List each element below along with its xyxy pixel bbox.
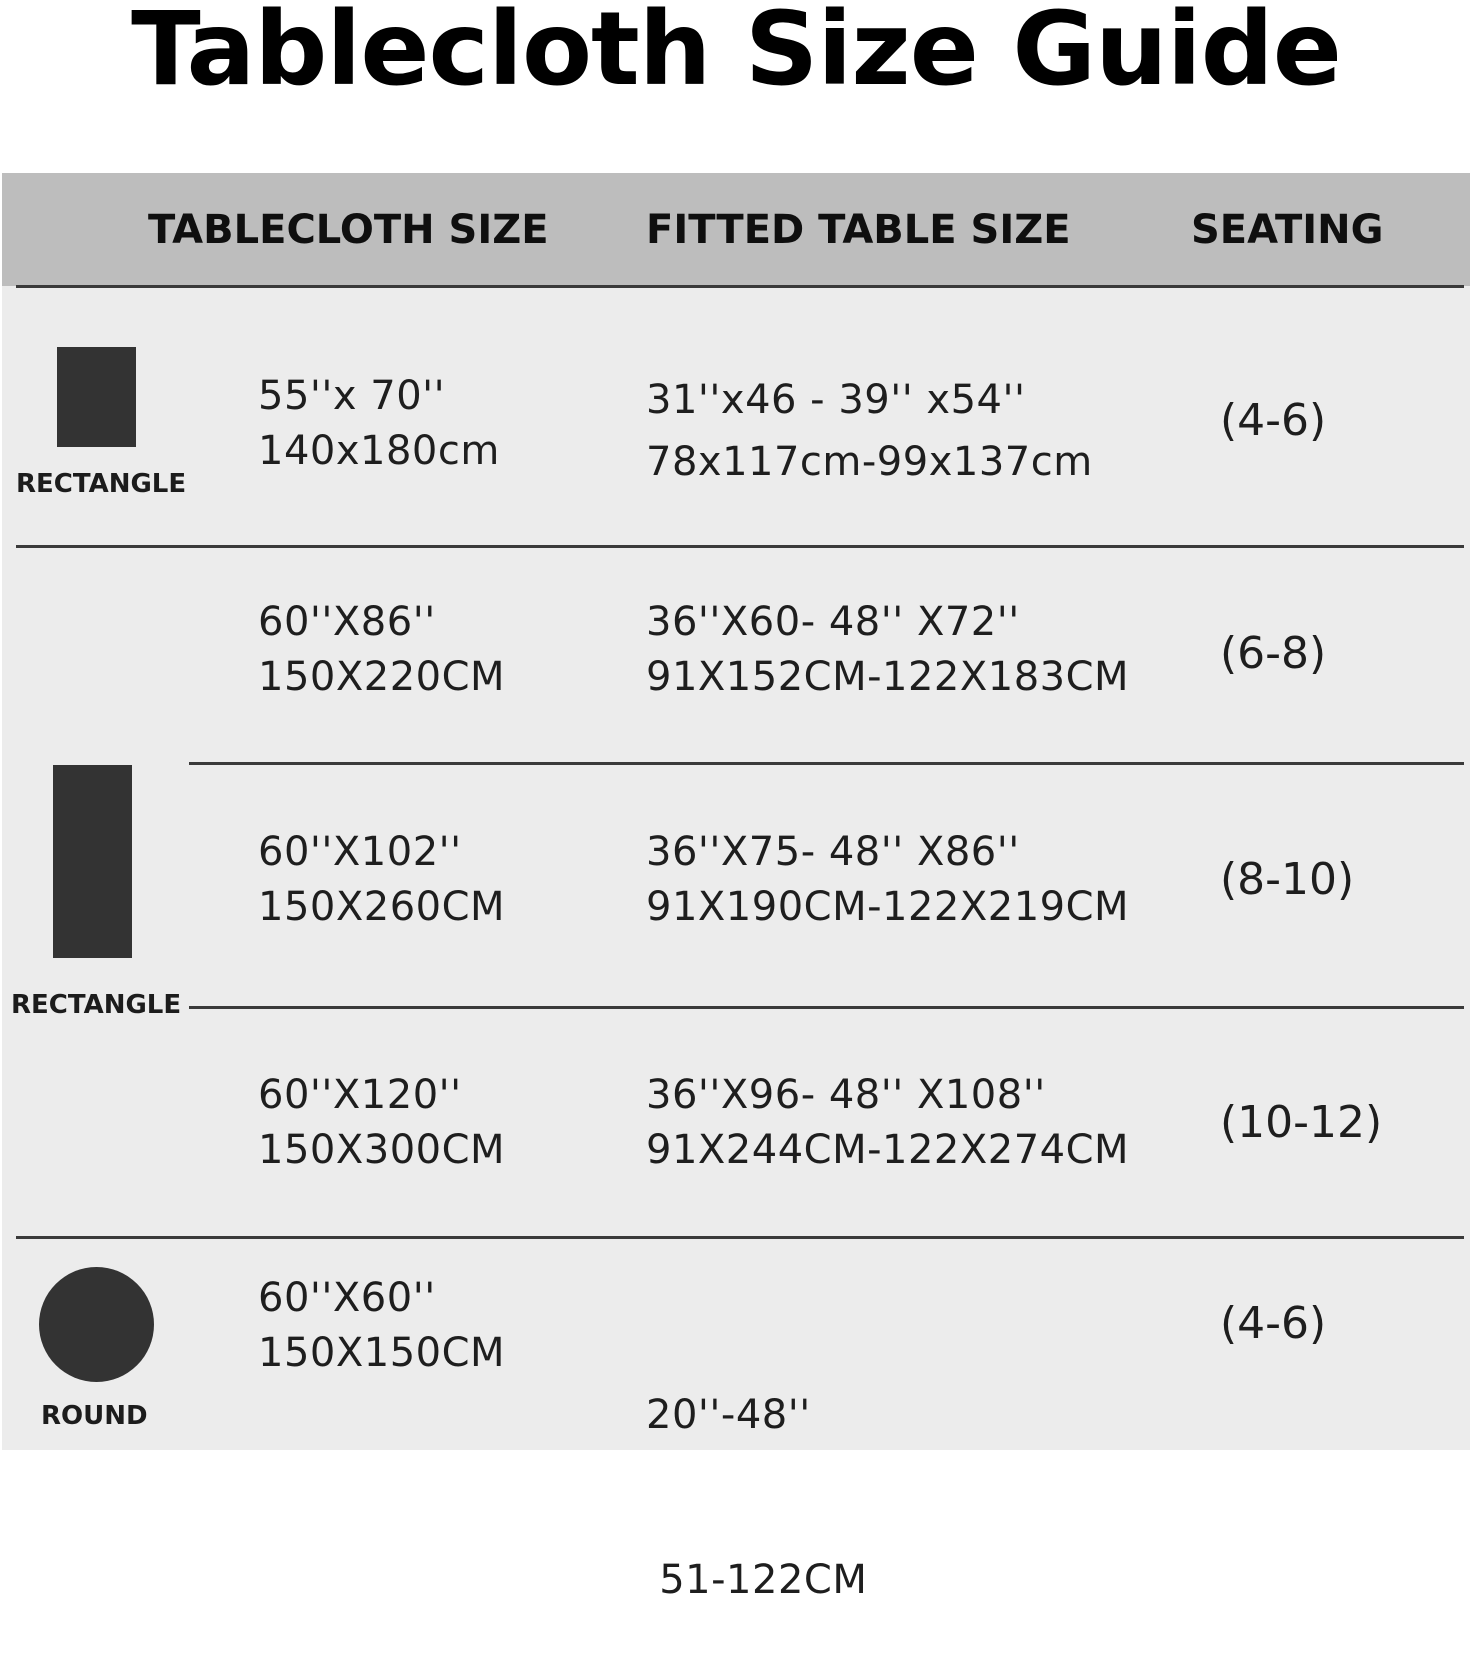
size-cm: 150X150CM	[258, 1330, 506, 1376]
size-inches: 60''X120''	[258, 1072, 462, 1118]
row-divider	[189, 1006, 1464, 1009]
fit-cm: 91X244CM-122X274CM	[646, 1127, 1130, 1173]
size-inches: 55''x 70''	[258, 373, 446, 419]
seating-cell: (6-8)	[1220, 628, 1327, 679]
tablecloth-size-cell	[258, 369, 500, 479]
fitted-size-cell	[646, 369, 1093, 493]
tablecloth-size-cell	[258, 595, 505, 705]
fitted-size-cell	[646, 595, 1129, 705]
row-divider	[16, 545, 1464, 548]
round-icon	[39, 1267, 154, 1382]
size-cm: 150X260CM	[258, 884, 506, 930]
size-inches: 60''X86''	[258, 599, 436, 645]
fit-inches: 36''X96- 48'' X108''	[646, 1072, 1046, 1118]
size-cm: 140x180cm	[258, 428, 500, 474]
fit-inches: 36''X60- 48'' X72''	[646, 599, 1020, 645]
seating-cell: (4-6)	[1220, 395, 1327, 446]
fitted-size-cell	[646, 825, 1129, 935]
column-header-tablecloth-size: TABLECLOTH SIZE	[148, 207, 549, 253]
fit-cm: 91X152CM-122X183CM	[646, 654, 1130, 700]
size-cm: 150X220CM	[258, 654, 506, 700]
fitted-size-cell	[646, 1068, 1129, 1178]
fit-cm: 78x117cm-99x137cm	[646, 439, 1093, 485]
fit-inches: 20''-48''	[646, 1392, 811, 1438]
seating-cell: (4-6)	[1220, 1298, 1327, 1349]
fit-inches: 31''x46 - 39'' x54''	[646, 377, 1026, 423]
header-divider	[16, 285, 1464, 288]
rectangle-icon	[57, 347, 136, 447]
fitted-size-cell	[646, 1278, 867, 1663]
tablecloth-size-cell	[258, 1068, 505, 1178]
size-inches: 60''X102''	[258, 829, 462, 875]
fit-inches: 36''X75- 48'' X86''	[646, 829, 1020, 875]
page-title: Tablecloth Size Guide	[131, 0, 1341, 109]
seating-cell: (8-10)	[1220, 854, 1355, 905]
column-header-seating: SEATING	[1191, 207, 1384, 253]
size-inches: 60''X60''	[258, 1275, 436, 1321]
seating-cell: (10-12)	[1220, 1097, 1383, 1148]
fit-cm: 91X190CM-122X219CM	[646, 884, 1130, 930]
size-cm: 150X300CM	[258, 1127, 506, 1173]
row-divider	[189, 762, 1464, 765]
shape-label-round: ROUND	[41, 1401, 148, 1431]
shape-label-rectangle-long: RECTANGLE	[11, 990, 182, 1020]
row-divider	[16, 1236, 1464, 1239]
column-header-fitted-table-size: FITTED TABLE SIZE	[646, 207, 1071, 253]
long-rectangle-icon	[53, 765, 132, 958]
tablecloth-size-cell	[258, 825, 505, 935]
shape-label-rectangle: RECTANGLE	[16, 469, 187, 499]
tablecloth-size-cell	[258, 1271, 505, 1381]
fit-cm: 51-122CM	[646, 1557, 868, 1603]
